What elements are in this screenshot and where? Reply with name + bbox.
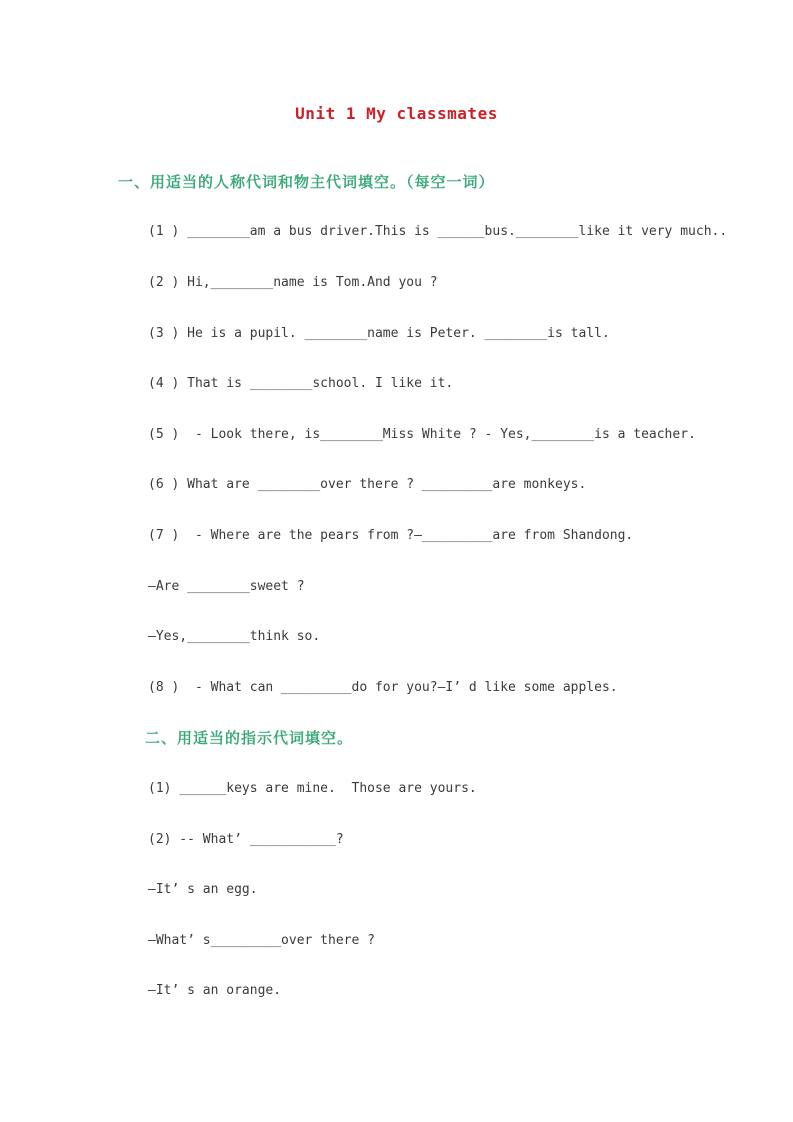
section-2-item-2: (2) -- What’ ___________?	[148, 831, 344, 847]
section-1-item-4: (4 ) That is ________school. I like it.	[148, 376, 454, 392]
section-1-item-7: (7 ) - Where are the pears from ?—_________are from Shandong.	[148, 527, 634, 543]
section-1-item-2: (2 ) Hi,________name is Tom.And you ?	[148, 274, 438, 290]
section-1-item-8: (8 ) - What can _________do for you?—I’ d like some apples.	[148, 679, 618, 695]
section-1-item-7-reply-2: —Yes,________think so.	[148, 629, 321, 645]
section-1-item-7-reply-1: —Are ________sweet ?	[148, 578, 305, 594]
section-1-item-5: (5 ) - Look there, is________Miss White ? - Yes,________is a teacher.	[148, 426, 696, 442]
section-2-item-2-reply-1: —It’ s an egg.	[148, 882, 258, 898]
section-1-item-1: (1 ) ________am a bus driver.This is ______bus.________like it very much..	[148, 224, 728, 240]
section-1-heading: 一、用适当的人称代词和物主代词填空。（每空一词）	[118, 172, 495, 191]
worksheet-content	[0, 156, 793, 1016]
section-1-item-6: (6 ) What are ________over there ? _________are monkeys.	[148, 477, 587, 493]
section-2-heading: 二、用适当的指示代词填空。	[145, 729, 354, 748]
section-2-item-2-reply-3: —It’ s an orange.	[148, 983, 282, 999]
worksheet-title: Unit 1 My classmates	[295, 104, 498, 123]
section-2-item-2-reply-2: —What’ s_________over there ?	[148, 932, 375, 948]
section-2-item-1: (1) ______keys are mine. Those are yours.	[148, 780, 477, 796]
section-1-item-3: (3 ) He is a pupil. ________name is Peter. ________is tall.	[148, 325, 610, 341]
